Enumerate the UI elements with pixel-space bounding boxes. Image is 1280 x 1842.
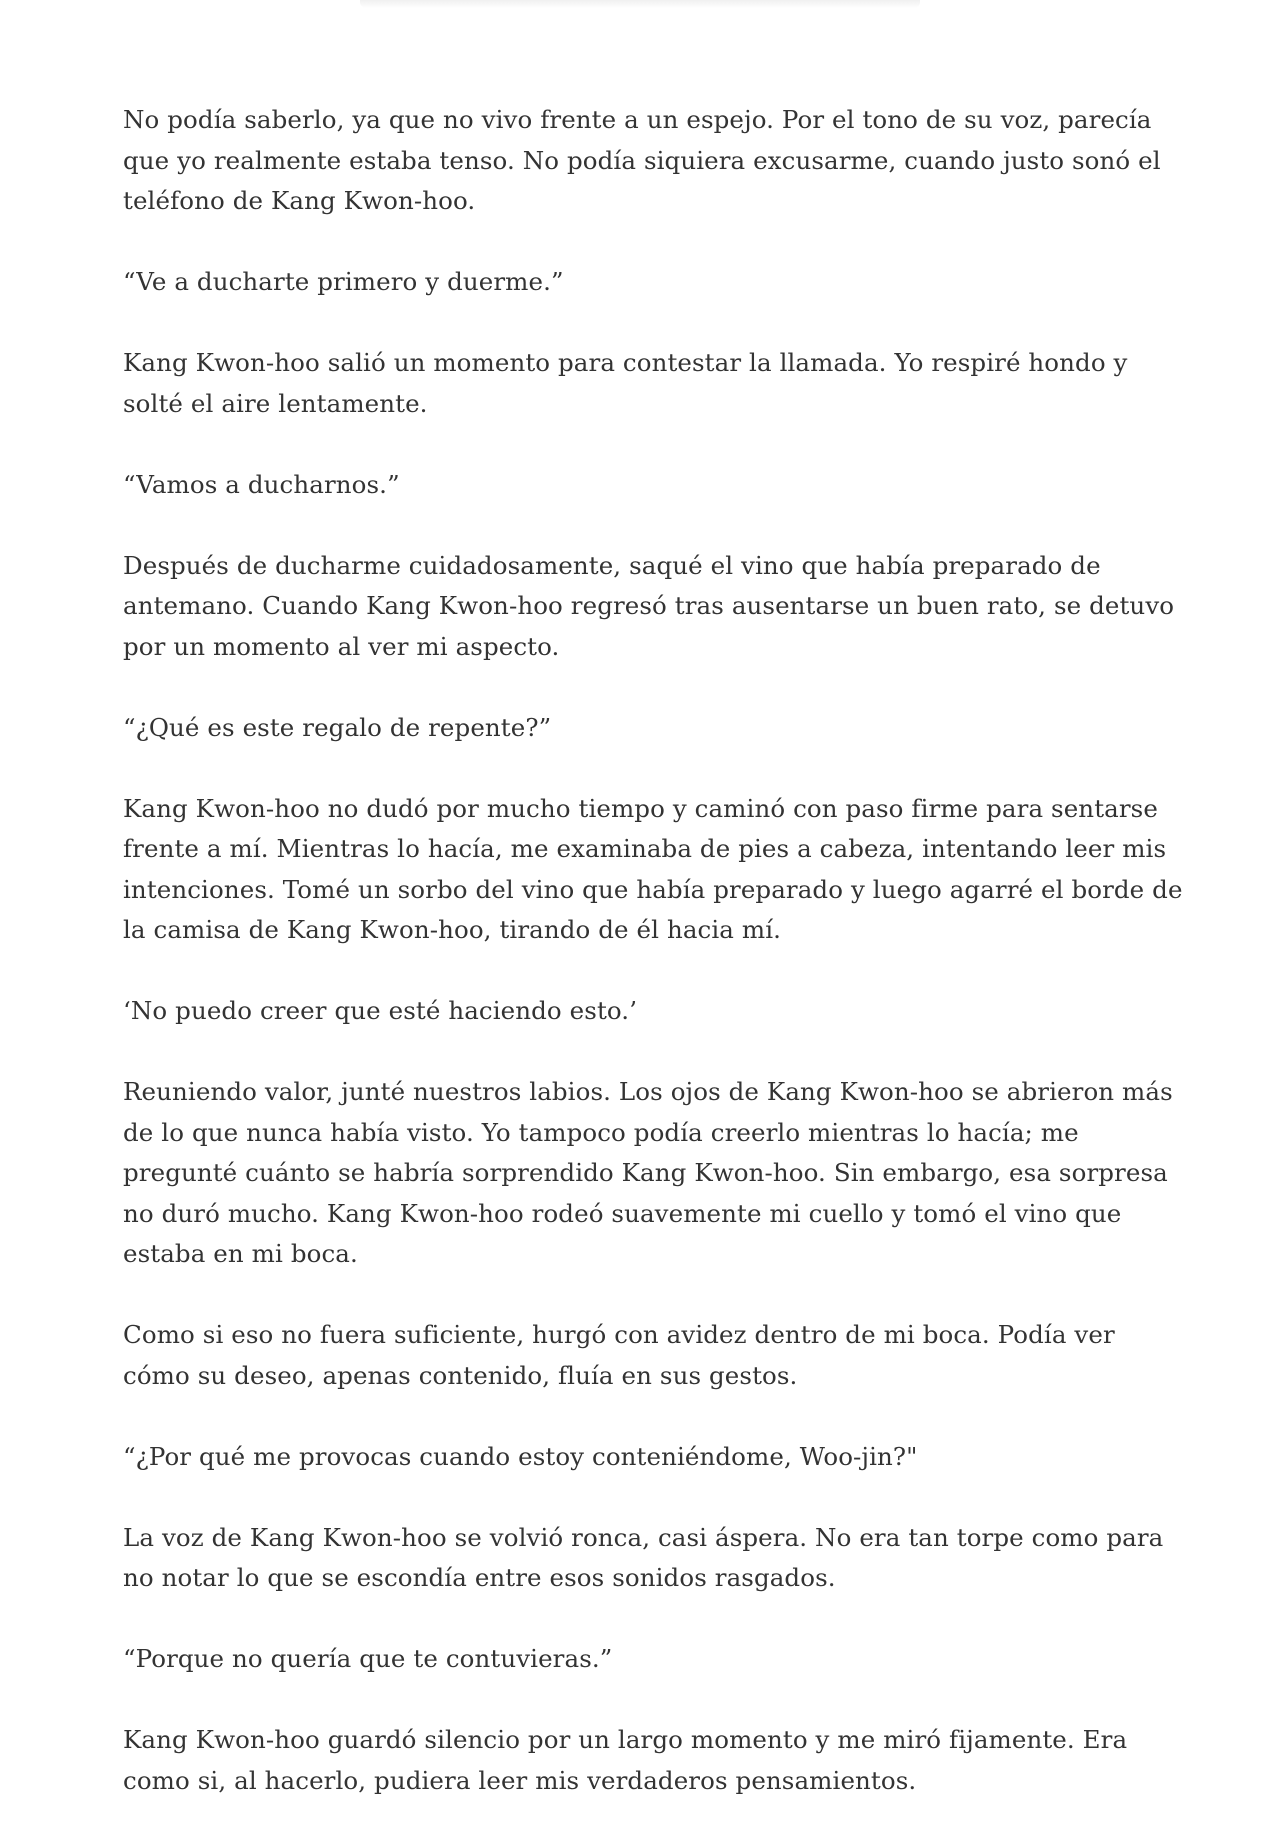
top-edge-shadow: [360, 0, 920, 8]
paragraph-13: “Porque no quería que te contuvieras.”: [123, 1644, 613, 1673]
paragraph-11: “¿Por qué me provocas cuando estoy conteniéndome, Woo-jin?": [123, 1441, 918, 1471]
paragraph-7: Kang Kwon-hoo no dudó por mucho tiempo y caminó con paso firme para sentarse frente a mí. Mientras lo hacía, me examinaba de pies a cabeza, intentando leer mis intenciones. Tomé un sorbo del vino que había preparado y luego agarré el borde de la camisa de Kang Kwon-hoo, tirando de él hacia mí.: [123, 793, 1183, 944]
paragraph-10: Como si eso no fuera suficiente, hurgó con avidez dentro de mi boca. Podía ver cómo su deseo, apenas contenido, fluía en sus gestos.: [123, 1320, 1115, 1390]
paragraph-6: “¿Qué es este regalo de repente?”: [123, 712, 552, 742]
paragraph-2: “Ve a ducharte primero y duerme.”: [123, 267, 564, 296]
paragraph-1: No podía saberlo, ya que no vivo frente a un espejo. Por el tono de su voz, parecía que yo realmente estaba tenso. No podía siquiera excusarme, cuando justo sonó el teléfono de Kang Kwon-hoo.: [123, 105, 1161, 215]
paragraph-8: ‘No puedo creer que esté haciendo esto.’: [123, 996, 638, 1025]
paragraph-12: La voz de Kang Kwon-hoo se volvió ronca, casi áspera. No era tan torpe como para no notar lo que se escondía entre esos sonidos rasgados.: [123, 1522, 1164, 1592]
paragraph-5: Después de ducharme cuidadosamente, saqué el vino que había preparado de antemano. Cuando Kang Kwon-hoo regresó tras ausentarse un buen rato, se detuvo por un momento al ver mi aspecto.: [123, 550, 1175, 661]
document-body: [123, 100, 1183, 1842]
paragraph-14: Kang Kwon-hoo guardó silencio por un largo momento y me miró fijamente. Era como si, al hacerlo, pudiera leer mis verdaderos pensamientos.: [123, 1725, 1128, 1795]
paragraph-4: “Vamos a ducharnos.”: [123, 469, 400, 499]
paragraph-3: Kang Kwon-hoo salió un momento para contestar la llamada. Yo respiré hondo y solté el aire lentamente.: [123, 348, 1128, 418]
paragraph-9: Reuniendo valor, junté nuestros labios. Los ojos de Kang Kwon-hoo se abrieron más de lo que nunca había visto. Yo tampoco podía creerlo mientras lo hacía; me pregunté cuánto se habría sorprendido Kang Kwon-hoo. Sin embargo, esa sorpresa no duró mucho. Kang Kwon-hoo rodeó suavemente mi cuello y tomó el vino que estaba en mi boca.: [123, 1077, 1173, 1268]
